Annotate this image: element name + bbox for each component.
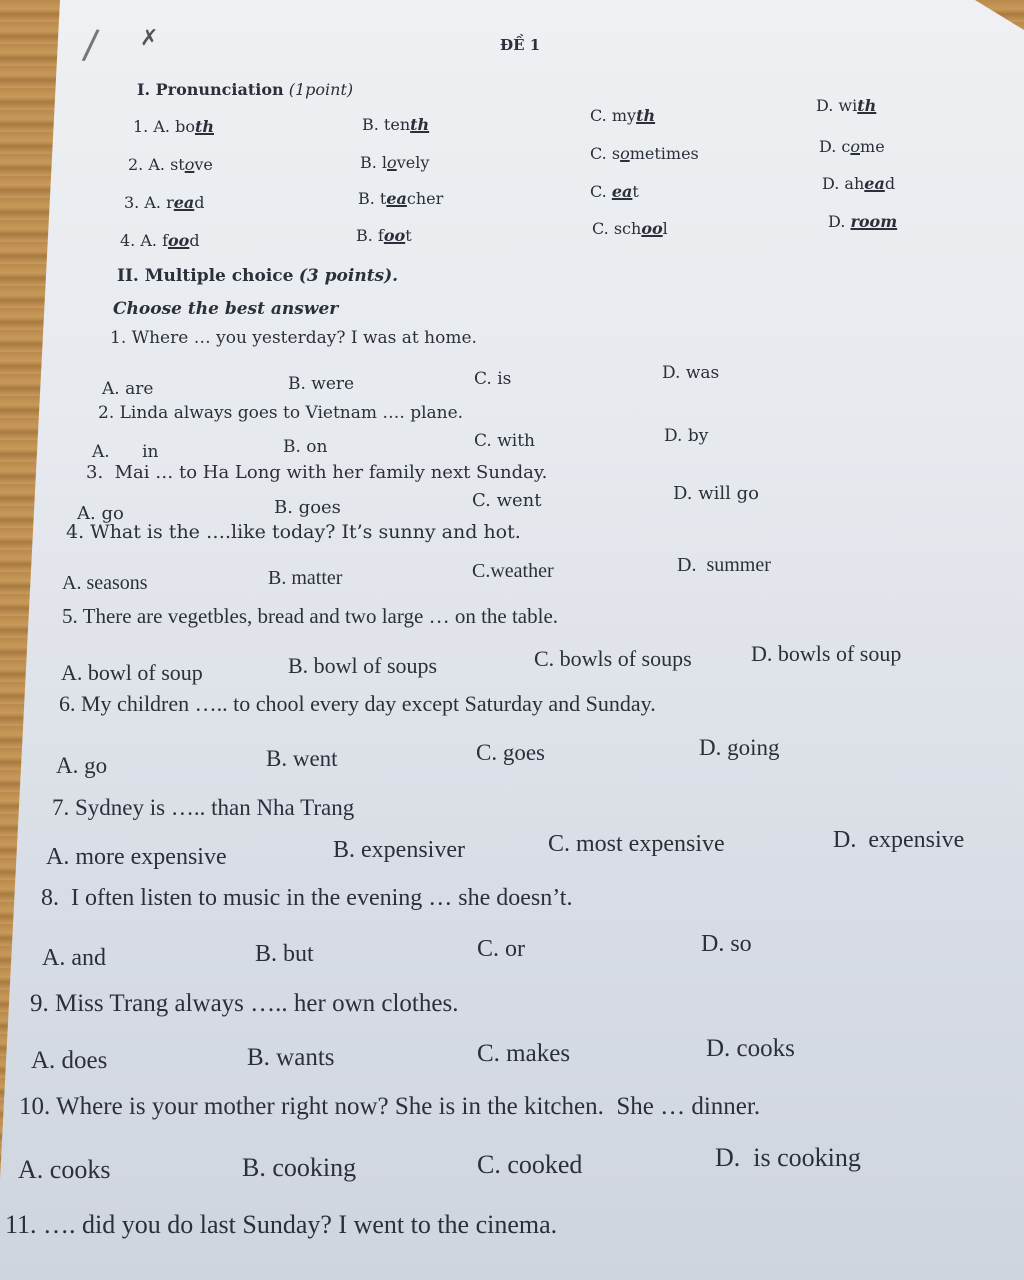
- question-10: 10. Where is your mother right now? She is in the kitchen. She … dinner.: [19, 1093, 761, 1120]
- q5-option-a: A. bowl of soup: [61, 660, 203, 685]
- pron-4-b: B. foot: [356, 226, 412, 245]
- scribble-mark: /: [80, 21, 101, 69]
- q1-option-c: C. is: [474, 369, 512, 389]
- question-11: 11. …. did you do last Sunday? I went to the cinema.: [5, 1210, 558, 1239]
- q7-option-c: C. most expensive: [548, 831, 725, 857]
- q10-option-d: D. is cooking: [715, 1143, 861, 1172]
- q9-option-d: D. cooks: [706, 1035, 795, 1062]
- pron-1-c: C. myth: [590, 106, 656, 125]
- q3-option-b: B. goes: [274, 497, 341, 518]
- q10-option-a: A. cooks: [18, 1155, 111, 1184]
- section2-heading: [117, 266, 398, 286]
- pron-2-b: B. lovely: [360, 153, 430, 172]
- q9-option-b: B. wants: [247, 1044, 335, 1071]
- q10-option-b: B. cooking: [242, 1153, 357, 1182]
- section2-instruction: Choose the best answer: [113, 299, 339, 319]
- pron-1-b: B. tenth: [362, 115, 430, 134]
- star-mark: ✗: [140, 26, 159, 51]
- question-6: 6. My children ….. to chool every day except Saturday and Sunday.: [59, 691, 656, 716]
- q9-option-a: A. does: [31, 1047, 108, 1074]
- q5-option-c: C. bowls of soups: [534, 646, 692, 671]
- q5-option-d: D. bowls of soup: [751, 641, 902, 666]
- pron-4-d: D. room: [828, 212, 898, 231]
- pron-2-a: 2. A. stove: [128, 155, 213, 174]
- q7-option-a: A. more expensive: [46, 844, 227, 870]
- section2-points: (3 points).: [298, 266, 399, 286]
- q7-option-b: B. expensiver: [333, 837, 465, 863]
- q8-option-c: C. or: [477, 936, 525, 962]
- section1-title: I. Pronunciation: [137, 80, 284, 99]
- question-5: 5. There are vegetbles, bread and two large … on the table.: [62, 604, 559, 628]
- q6-option-c: C. goes: [476, 740, 545, 765]
- q6-option-b: B. went: [266, 746, 338, 771]
- question-1: 1. Where … you yesterday? I was at home.: [110, 328, 477, 348]
- question-9: 9. Miss Trang always ….. her own clothes.: [30, 990, 459, 1017]
- q2-option-c: C. with: [474, 431, 535, 451]
- q3-option-c: C. went: [472, 490, 542, 511]
- q8-option-d: D. so: [701, 931, 752, 957]
- q7-option-d: D. expensive: [833, 827, 965, 853]
- q8-option-b: B. but: [255, 941, 314, 967]
- q9-option-c: C. makes: [477, 1040, 571, 1067]
- q8-option-a: A. and: [42, 945, 106, 971]
- section1-heading: [137, 80, 353, 99]
- pron-3-a: 3. A. read: [124, 193, 205, 212]
- q6-option-a: A. go: [56, 753, 108, 778]
- q3-option-a: A. go: [77, 503, 124, 524]
- q4-option-c: C.weather: [472, 560, 554, 582]
- q2-option-d: D. by: [664, 426, 709, 446]
- q4-option-a: A. seasons: [62, 572, 148, 594]
- q6-option-d: D. going: [699, 735, 780, 760]
- question-3: 3. Mai … to Ha Long with her family next Sunday.: [86, 462, 548, 483]
- pron-3-b: B. teacher: [358, 189, 444, 208]
- question-7: 7. Sydney is ….. than Nha Trang: [52, 795, 355, 820]
- section1-points: (1point): [288, 80, 354, 99]
- pron-3-c: C. eat: [590, 182, 639, 201]
- q1-option-a: A. are: [102, 379, 154, 399]
- question-8: 8. I often listen to music in the evening … she doesn’t.: [41, 885, 573, 911]
- pron-2-d: D. come: [819, 137, 885, 156]
- page-title: ĐỀ 1: [500, 36, 541, 54]
- q2-option-b: B. on: [283, 437, 328, 457]
- pron-1-a: 1. A. both: [133, 117, 214, 136]
- q2-option-a: A. in: [92, 442, 159, 462]
- q1-option-b: B. were: [288, 374, 355, 394]
- pron-4-a: 4. A. food: [120, 231, 200, 250]
- pron-2-c: C. sometimes: [590, 144, 699, 163]
- pron-1-d: D. with: [816, 96, 877, 115]
- q3-option-d: D. will go: [673, 483, 759, 504]
- q5-option-b: B. bowl of soups: [288, 653, 438, 678]
- pron-4-c: C. school: [592, 219, 668, 238]
- q10-option-c: C. cooked: [477, 1150, 583, 1179]
- pron-3-d: D. ahead: [822, 174, 896, 193]
- question-4: 4. What is the ….like today? It’s sunny and hot.: [66, 521, 521, 543]
- section2-title: II. Multiple choice: [117, 266, 294, 286]
- q4-option-d: D. summer: [677, 554, 771, 576]
- question-2: 2. Linda always goes to Vietnam …. plane.: [98, 403, 464, 423]
- q1-option-d: D. was: [662, 363, 720, 383]
- q4-option-b: B. matter: [268, 567, 343, 589]
